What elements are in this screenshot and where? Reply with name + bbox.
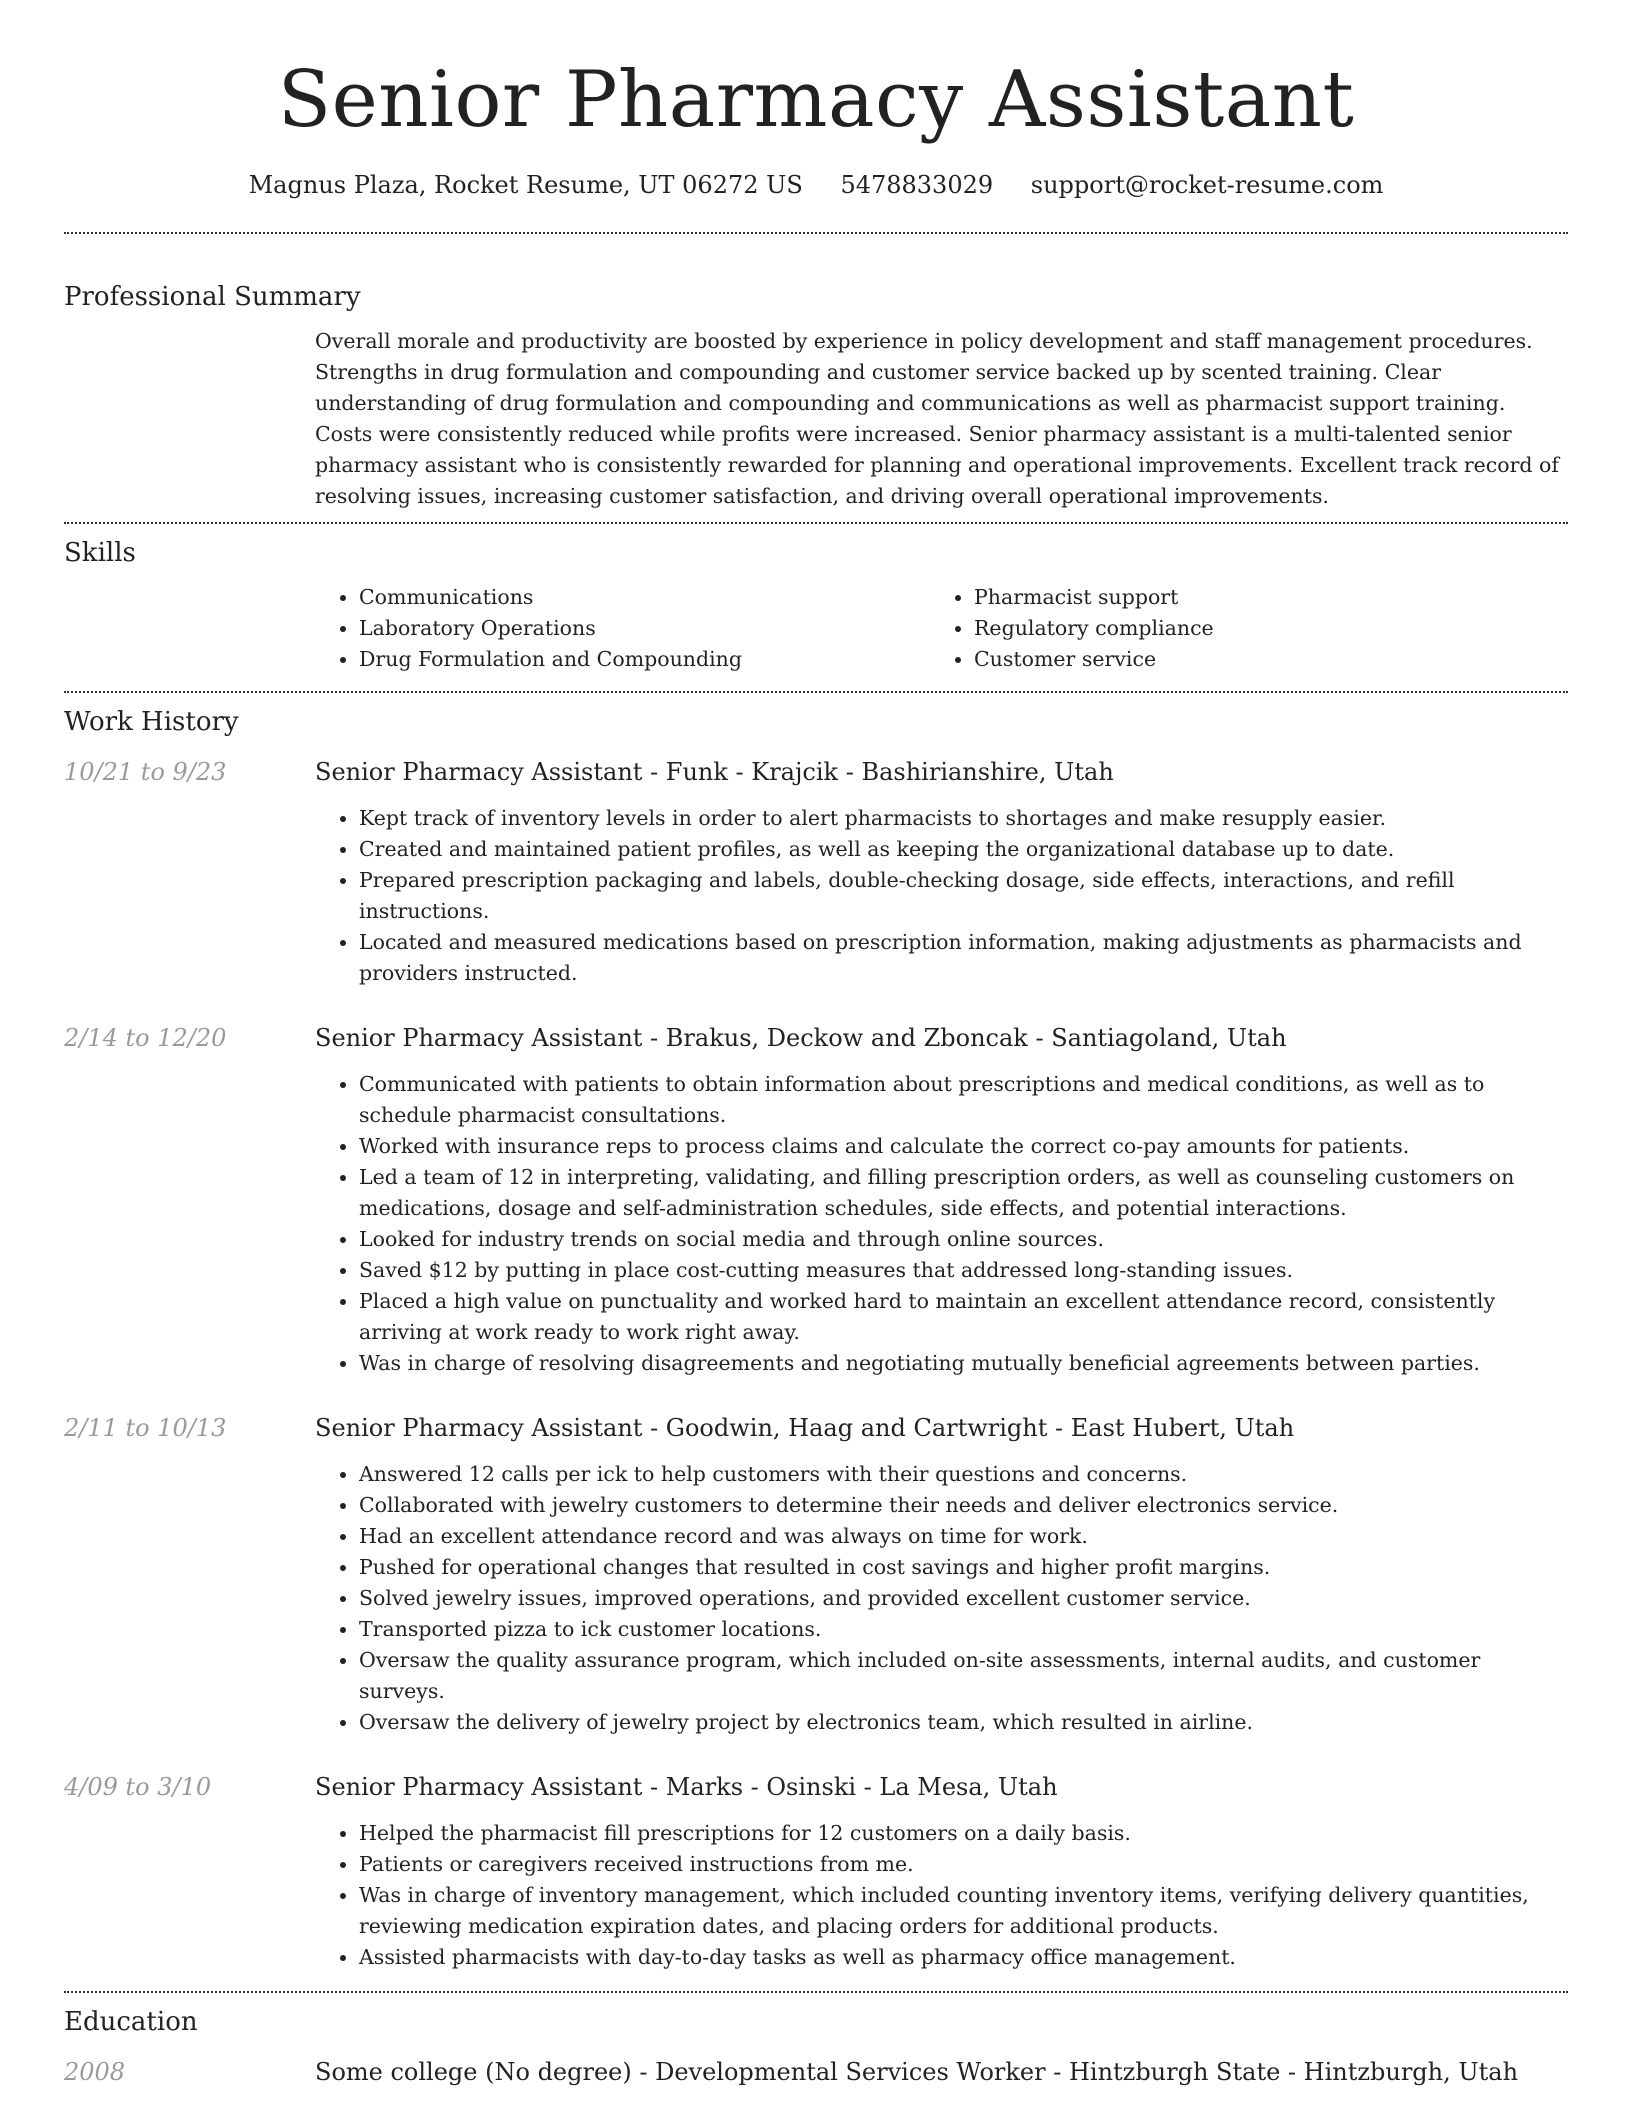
skills-list-left xyxy=(315,582,930,675)
education-entry xyxy=(64,2055,1568,2089)
job-bullet: • Created and maintained patient profiles, as well as keeping the organizational database up to date. xyxy=(359,834,1568,865)
job-entry xyxy=(64,1770,1568,1973)
job-bullet: • Was in charge of inventory management, which included counting inventory items, verifying delivery quantities, reviewing medication expiration dates, and placing orders for additional products. xyxy=(359,1880,1568,1942)
job-bullet: • Saved $12 by putting in place cost-cutting measures that addressed long-standing issues. xyxy=(359,1255,1568,1286)
job-bullet-list xyxy=(315,1459,1568,1738)
skill-item: • Laboratory Operations xyxy=(359,613,930,644)
education-body xyxy=(315,2055,1568,2089)
job-body xyxy=(315,755,1568,989)
education-section xyxy=(64,1993,1568,2089)
job-bullet: • Placed a high value on punctuality and worked hard to maintain an excellent attendance record, consistently arriving at work ready to work right away. xyxy=(359,1286,1568,1348)
resume-name: Senior Pharmacy Assistant xyxy=(277,55,1355,145)
work-section xyxy=(64,693,1568,1991)
job-title: Senior Pharmacy Assistant - Goodwin, Haag and Cartwright - East Hubert, Utah xyxy=(315,1414,1295,1442)
work-heading: Work History xyxy=(64,707,239,737)
job-bullet: • Communicated with patients to obtain information about prescriptions and medical conditions, as well as to schedule pharmacist consultations. xyxy=(359,1069,1568,1131)
skill-item: • Communications xyxy=(359,582,930,613)
job-dates: 2/11 to 10/13 xyxy=(64,1414,227,1442)
job-bullet-list xyxy=(315,803,1568,989)
skill-item: • Regulatory compliance xyxy=(974,613,1545,644)
skills-column-right xyxy=(930,582,1545,675)
job-title: Senior Pharmacy Assistant - Funk - Krajcik - Bashirianshire, Utah xyxy=(315,758,1114,786)
education-degree: Some college (No degree) - Developmental Services Worker - Hintzburgh State - Hintzburgh, Utah xyxy=(315,2058,1519,2086)
job-bullet: • Patients or caregivers received instructions from me. xyxy=(359,1849,1568,1880)
job-list xyxy=(64,755,1568,1973)
job-bullet: • Led a team of 12 in interpreting, validating, and filling prescription orders, as well as counseling customers on medications, dosage and self-administration schedules, side effects, and potential interactions. xyxy=(359,1162,1568,1224)
job-bullet: • Collaborated with jewelry customers to determine their needs and deliver electronics service. xyxy=(359,1490,1568,1521)
job-bullet: • Oversaw the quality assurance program, which included on-site assessments, internal audits, and customer surveys. xyxy=(359,1645,1568,1707)
education-heading: Education xyxy=(64,2007,198,2037)
education-list xyxy=(64,2055,1568,2089)
contact-line xyxy=(64,168,1568,202)
contact-address: Magnus Plaza, Rocket Resume, UT 06272 US xyxy=(248,171,803,199)
skills-column-left xyxy=(315,582,930,675)
job-entry xyxy=(64,1411,1568,1738)
job-bullet: • Worked with insurance reps to process claims and calculate the correct co-pay amounts for patients. xyxy=(359,1131,1568,1162)
summary-heading: Professional Summary xyxy=(64,282,361,312)
job-bullet: • Located and measured medications based on prescription information, making adjustments as pharmacists and providers instructed. xyxy=(359,927,1568,989)
skills-list-right xyxy=(930,582,1545,675)
job-bullet: • Prepared prescription packaging and labels, double-checking dosage, side effects, interactions, and refill instructions. xyxy=(359,865,1568,927)
job-bullet: • Looked for industry trends on social media and through online sources. xyxy=(359,1224,1568,1255)
skills-grid xyxy=(315,582,1568,675)
job-body xyxy=(315,1021,1568,1379)
job-bullet: • Transported pizza to ick customer locations. xyxy=(359,1614,1568,1645)
education-year: 2008 xyxy=(64,2058,126,2086)
skills-heading: Skills xyxy=(64,538,136,568)
job-bullet: • Assisted pharmacists with day-to-day tasks as well as pharmacy office management. xyxy=(359,1942,1568,1973)
skills-section xyxy=(64,524,1568,691)
skill-item: • Customer service xyxy=(974,644,1545,675)
job-dates: 4/09 to 3/10 xyxy=(64,1773,212,1801)
job-entry xyxy=(64,755,1568,989)
job-bullet: • Had an excellent attendance record and was always on time for work. xyxy=(359,1521,1568,1552)
skill-item: • Pharmacist support xyxy=(974,582,1545,613)
job-body xyxy=(315,1411,1568,1738)
job-title: Senior Pharmacy Assistant - Brakus, Deckow and Zboncak - Santiagoland, Utah xyxy=(315,1024,1287,1052)
summary-text: Overall morale and productivity are boosted by experience in policy development and staff management procedures. Strengths in drug formulation and compounding and customer service backed up by scented training. Clear understanding of drug formulation and compounding and communications as well as pharmacist support training. Costs were consistently reduced while profits were increased. Senior pharmacy assistant is a multi-talented senior pharmacy assistant who is consistently rewarded for planning and operational improvements. Excellent track record of resolving issues, increasing customer satisfaction, and driving overall operational improvements. xyxy=(315,329,1559,508)
job-bullet: • Kept track of inventory levels in order to alert pharmacists to shortages and make resupply easier. xyxy=(359,803,1568,834)
job-bullet: • Solved jewelry issues, improved operations, and provided excellent customer service. xyxy=(359,1583,1568,1614)
job-entry xyxy=(64,1021,1568,1379)
job-bullet: • Pushed for operational changes that resulted in cost savings and higher profit margins. xyxy=(359,1552,1568,1583)
job-bullet: • Was in charge of resolving disagreements and negotiating mutually beneficial agreements between parties. xyxy=(359,1348,1568,1379)
job-bullet: • Answered 12 calls per ick to help customers with their questions and concerns. xyxy=(359,1459,1568,1490)
job-dates: 2/14 to 12/20 xyxy=(64,1024,227,1052)
contact-email: support@rocket-resume.com xyxy=(1030,171,1384,199)
job-body xyxy=(315,1770,1568,1973)
job-title: Senior Pharmacy Assistant - Marks - Osinski - La Mesa, Utah xyxy=(315,1773,1058,1801)
job-dates: 10/21 to 9/23 xyxy=(64,758,227,786)
job-bullet: • Helped the pharmacist fill prescriptions for 12 customers on a daily basis. xyxy=(359,1818,1568,1849)
job-bullet: • Oversaw the delivery of jewelry project by electronics team, which resulted in airline. xyxy=(359,1707,1568,1738)
contact-phone: 5478833029 xyxy=(840,171,994,199)
job-bullet-list xyxy=(315,1069,1568,1379)
skill-item: • Drug Formulation and Compounding xyxy=(359,644,930,675)
job-bullet-list xyxy=(315,1818,1568,1973)
summary-section xyxy=(64,234,1568,512)
